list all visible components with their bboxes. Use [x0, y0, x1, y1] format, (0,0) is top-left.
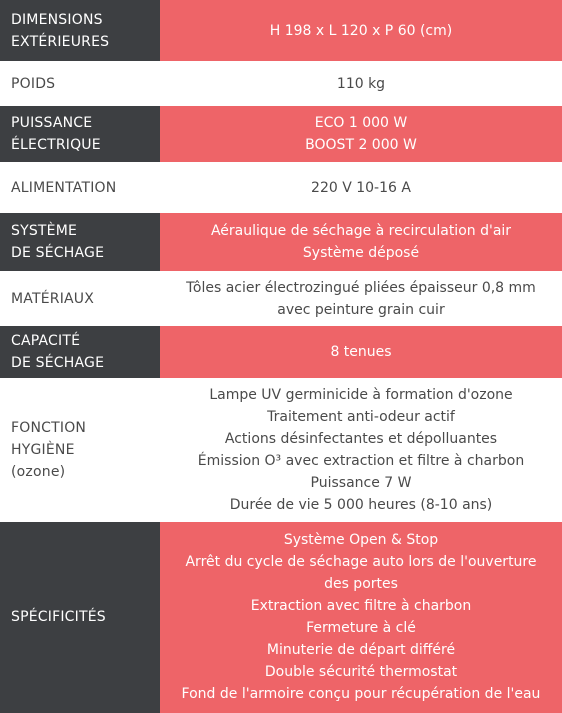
spec-value-line: ECO 1 000 W [314, 115, 408, 132]
spec-value [160, 163, 562, 213]
spec-label-line: EXTÉRIEURES [11, 33, 110, 50]
spec-value [160, 271, 562, 326]
spec-label [0, 379, 160, 522]
spec-label [0, 522, 160, 713]
spec-label-line: PUISSANCE [11, 115, 93, 132]
spec-value-line: Lampe UV germinicide à formation d'ozone [209, 387, 513, 404]
spec-value-line: BOOST 2 000 W [305, 137, 417, 154]
spec-value [160, 326, 562, 378]
spec-value-line: Système Open & Stop [283, 532, 439, 549]
spec-value-line: Système déposé [302, 244, 420, 261]
spec-value-line: 220 V 10-16 A [311, 179, 411, 196]
spec-value-line: Actions désinfectantes et dépolluantes [224, 431, 498, 448]
spec-label-line: SPÉCIFICITÉS [11, 609, 106, 626]
spec-value-line: Tôles acier électrozingué pliées épaisseur 0,8 mm [186, 279, 536, 296]
spec-label [0, 271, 160, 326]
spec-value [160, 61, 562, 106]
spec-value [160, 106, 562, 162]
spec-value-line: avec peinture grain cuir [277, 301, 445, 318]
spec-label-line: MATÉRIAUX [11, 290, 95, 307]
spec-value-line: Minuterie de départ différé [266, 642, 456, 659]
spec-value-line: 8 tenues [330, 344, 392, 361]
spec-value-line: Fermeture à clé [306, 620, 416, 637]
spec-label-line: CAPACITÉ [11, 333, 81, 350]
spec-value-line: 110 kg [336, 75, 386, 92]
spec-value [160, 379, 562, 522]
spec-value-line: Durée de vie 5 000 heures (8-10 ans) [229, 497, 493, 514]
spec-label-line: ÉLECTRIQUE [11, 137, 101, 154]
spec-label [0, 163, 160, 213]
spec-label-line: (ozone) [11, 464, 66, 481]
spec-label [0, 326, 160, 378]
spec-value [160, 0, 562, 61]
spec-label-line: DE SÉCHAGE [11, 355, 105, 372]
spec-value-line: des portes [324, 576, 398, 593]
spec-label-line: HYGIÈNE [11, 442, 75, 459]
spec-label-line: POIDS [11, 75, 56, 92]
spec-value-line: Extraction avec filtre à charbon [250, 598, 472, 615]
spec-value-line: H 198 x L 120 x P 60 (cm) [269, 22, 453, 39]
spec-value-line: Double sécurité thermostat [264, 664, 458, 681]
spec-value-line: Traitement anti-odeur actif [267, 409, 455, 426]
spec-value [160, 522, 562, 713]
spec-label-line: FONCTION [11, 420, 87, 437]
spec-value-line: Aéraulique de séchage à recirculation d'air [210, 222, 512, 239]
spec-label-line: SYSTÈME [11, 222, 78, 239]
spec-value-line: Fond de l'armoire conçu pour récupération de l'eau [181, 686, 541, 703]
spec-label [0, 0, 160, 61]
spec-value-line: Émission O³ avec extraction et filtre à charbon [197, 453, 525, 470]
spec-label [0, 61, 160, 106]
spec-label [0, 106, 160, 162]
spec-value-line: Puissance 7 W [310, 475, 412, 492]
spec-label-line: ALIMENTATION [11, 179, 117, 196]
spec-value-line: Arrêt du cycle de séchage auto lors de l'ouverture [185, 554, 537, 571]
spec-label-line: DE SÉCHAGE [11, 244, 105, 261]
spec-label [0, 213, 160, 271]
spec-value [160, 213, 562, 271]
spec-label-line: DIMENSIONS [11, 11, 103, 28]
